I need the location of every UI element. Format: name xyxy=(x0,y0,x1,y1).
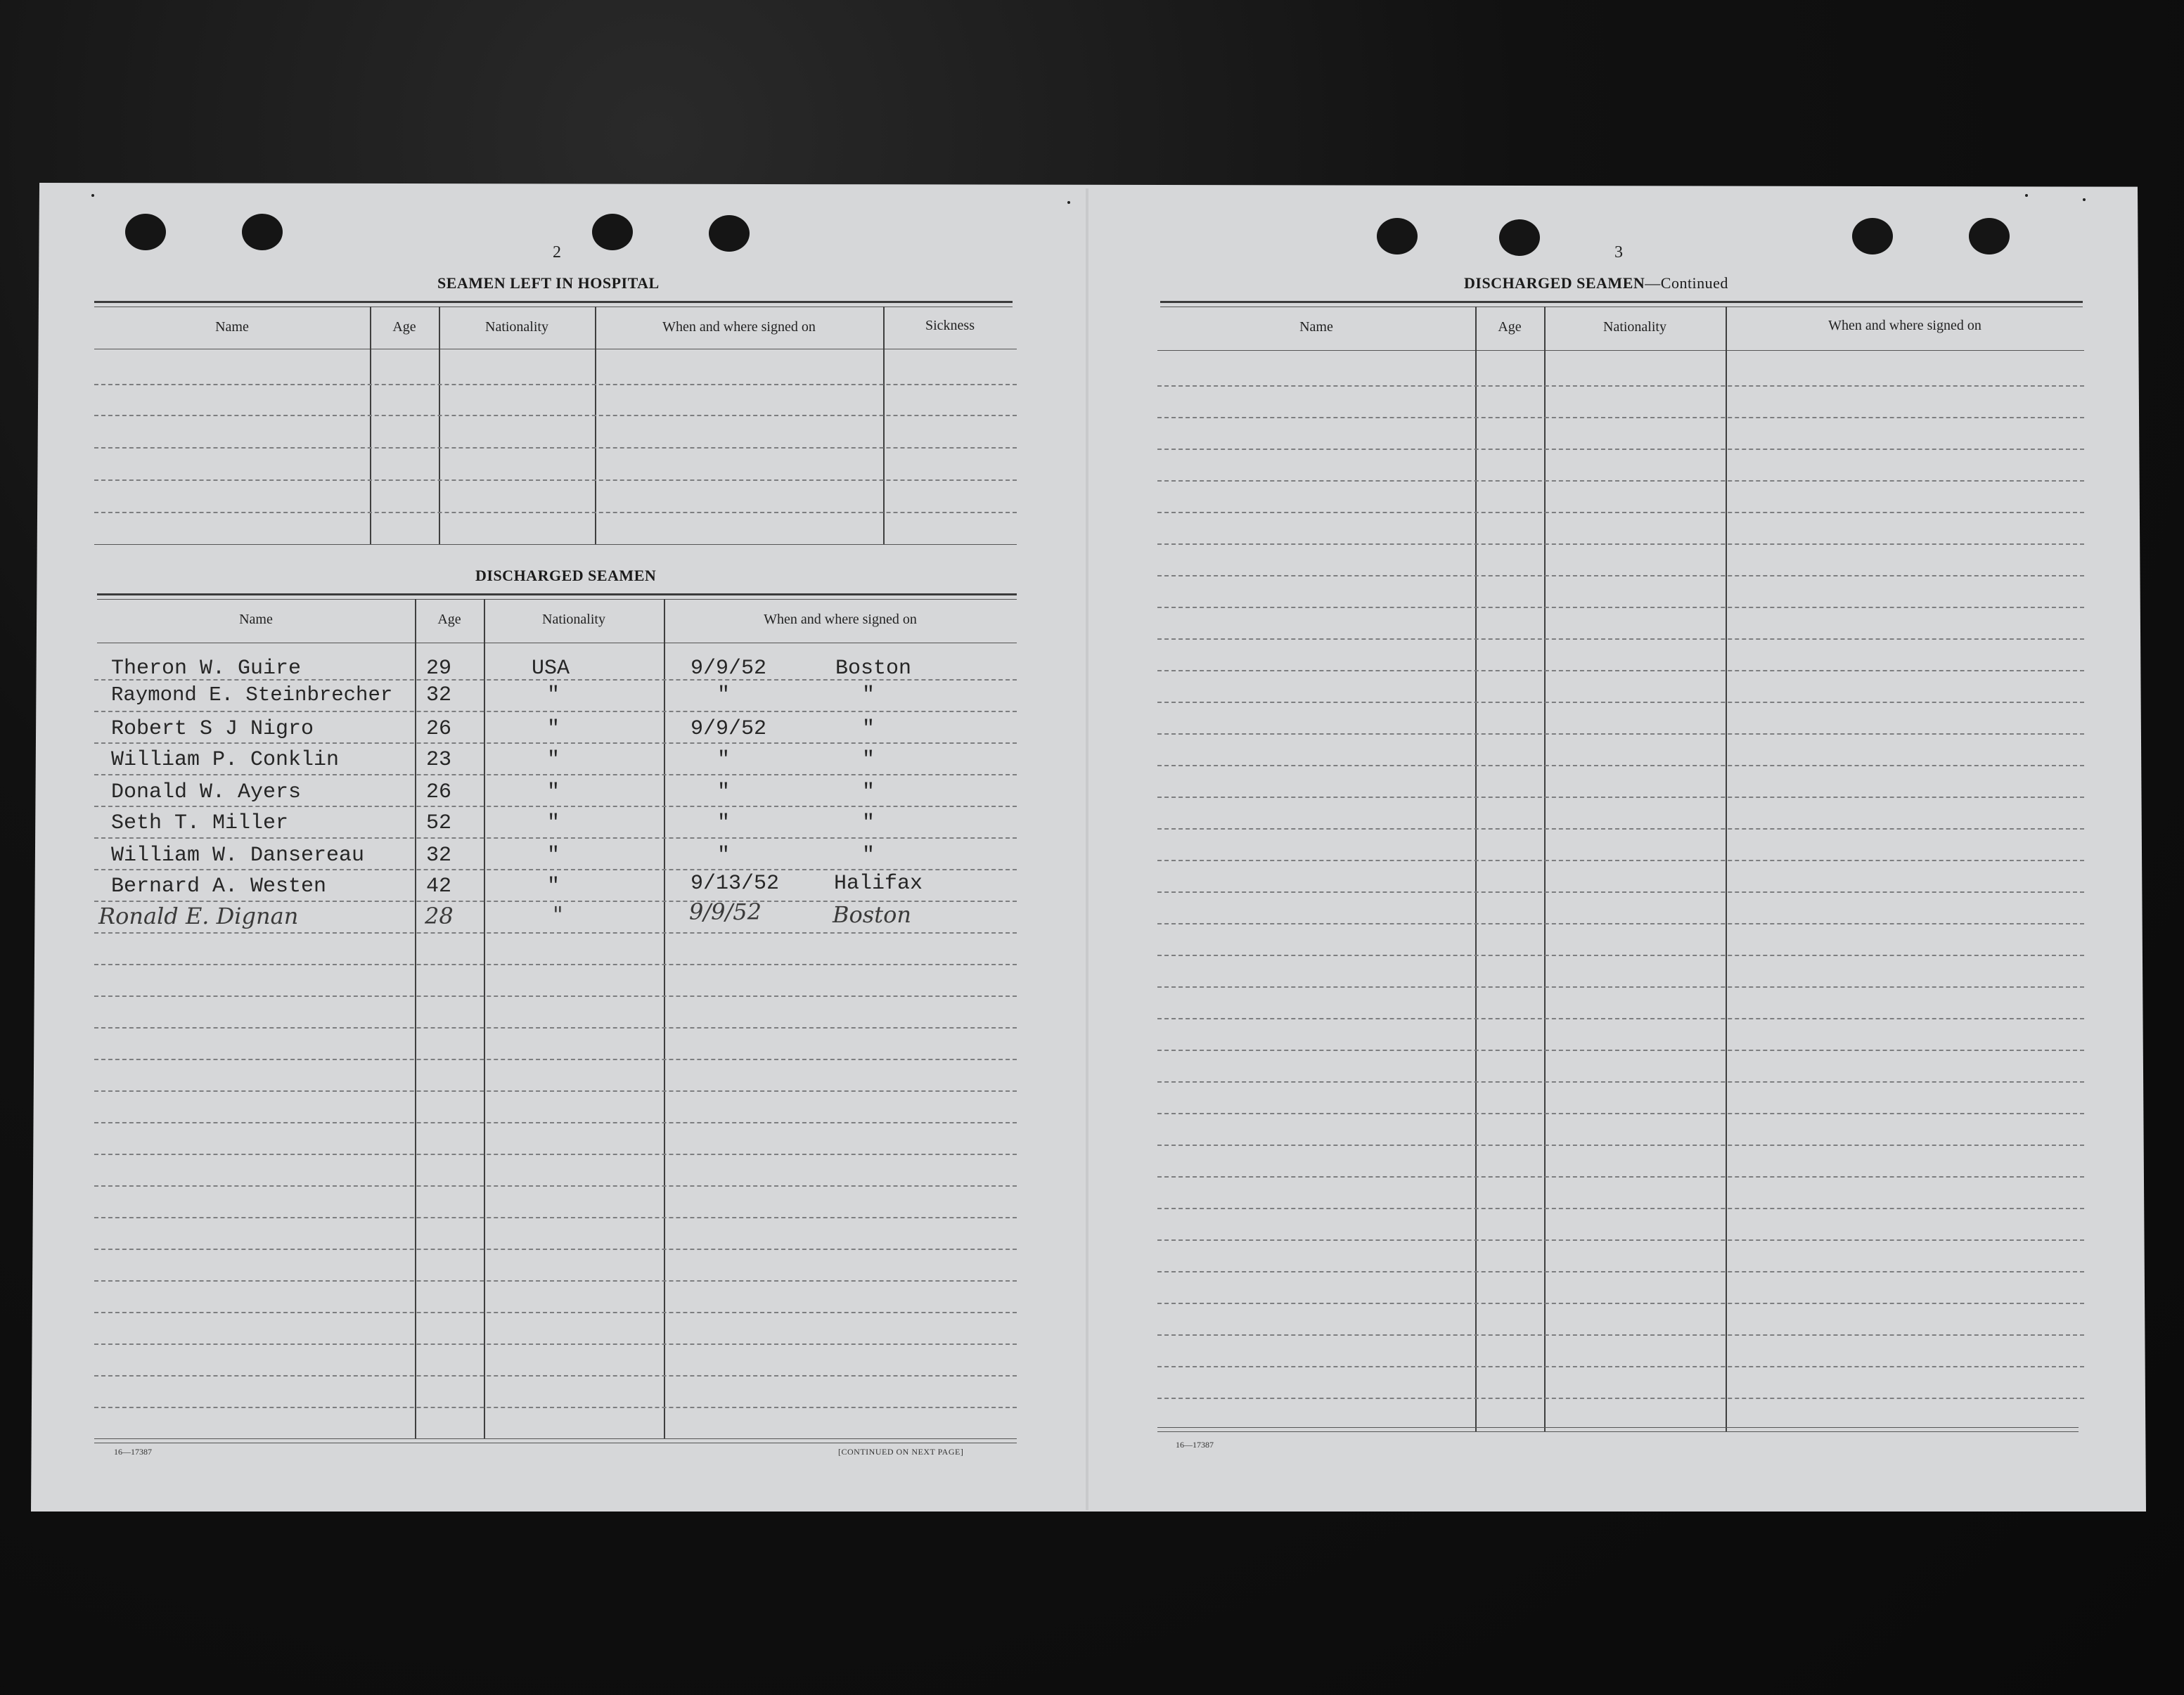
ruled-line xyxy=(1157,1398,2084,1399)
place-cell: Boston xyxy=(833,901,911,928)
ruled-line xyxy=(94,1027,1017,1029)
column-header: Nationality xyxy=(542,612,605,627)
nationality-cell: " xyxy=(547,811,560,835)
ruled-line xyxy=(1157,733,2084,735)
binder-hole xyxy=(125,214,166,250)
ruled-line xyxy=(1157,860,2084,861)
ruled-line xyxy=(1157,417,2084,418)
ruled-line xyxy=(1157,512,2084,513)
age-cell: 52 xyxy=(426,811,452,835)
column-header: When and where signed on xyxy=(662,319,816,335)
age-cell: 23 xyxy=(426,748,452,772)
ruled-line xyxy=(1157,1303,2084,1304)
ruled-line xyxy=(1157,449,2084,450)
paper-speck xyxy=(91,194,94,197)
age-cell: 26 xyxy=(426,717,452,741)
binder-hole xyxy=(1852,218,1893,254)
ruled-line xyxy=(1157,828,2084,830)
binder-hole xyxy=(592,214,633,250)
ruled-line xyxy=(1157,923,2084,924)
place-cell: " xyxy=(862,717,875,741)
page-fold xyxy=(1086,188,1088,1510)
hospital-section-title: SEAMEN LEFT IN HOSPITAL xyxy=(437,274,660,292)
column-header: Nationality xyxy=(1603,319,1666,335)
date-cell: 9/13/52 xyxy=(690,872,780,896)
date-cell: " xyxy=(717,683,731,707)
ruled-line xyxy=(1157,986,2084,988)
ruled-line xyxy=(1157,1334,2084,1336)
name-cell: Robert S J Nigro xyxy=(111,717,314,741)
ruled-line xyxy=(94,711,1017,712)
ruled-line xyxy=(1157,955,2084,956)
ruled-line xyxy=(1157,543,2084,545)
ruled-line xyxy=(1157,575,2084,576)
page-number: 2 xyxy=(553,243,561,262)
date-cell: 9/9/52 xyxy=(690,717,767,741)
date-cell: " xyxy=(717,844,731,868)
ruled-line xyxy=(1157,797,2084,798)
ruled-line xyxy=(94,806,1017,807)
nationality-cell: " xyxy=(553,901,563,928)
ruled-line xyxy=(1157,702,2084,703)
ruled-line xyxy=(94,964,1017,965)
name-cell: Theron W. Guire xyxy=(111,657,302,681)
place-cell: " xyxy=(862,780,875,804)
column-header: Sickness xyxy=(925,318,975,333)
ruled-line xyxy=(1157,607,2084,608)
binder-hole xyxy=(242,214,283,250)
column-header: When and where signed on xyxy=(764,612,917,627)
age-cell: 29 xyxy=(426,657,452,681)
ruled-line xyxy=(94,1375,1017,1377)
ruled-line xyxy=(1157,1271,2084,1272)
ruled-line xyxy=(94,932,1017,934)
date-cell: " xyxy=(717,780,731,804)
name-cell: Seth T. Miller xyxy=(111,811,289,835)
ruled-line xyxy=(1157,385,2084,387)
name-cell: Ronald E. Dignan xyxy=(98,903,299,929)
continued-note: [CONTINUED ON NEXT PAGE] xyxy=(838,1447,964,1457)
column-header: Name xyxy=(1299,319,1333,335)
age-cell: 26 xyxy=(426,780,452,804)
ruled-line xyxy=(94,995,1017,997)
nationality-cell: " xyxy=(547,875,560,898)
title-main: DISCHARGED SEAMEN xyxy=(1464,274,1645,292)
ruled-line xyxy=(1157,670,2084,671)
ruled-line xyxy=(94,1185,1017,1187)
column-header: Age xyxy=(437,612,461,627)
nationality-cell: USA xyxy=(532,657,570,681)
paper-speck xyxy=(2083,198,2086,201)
title-suffix: —Continued xyxy=(1645,274,1728,292)
binder-hole xyxy=(1499,219,1540,256)
nationality-cell: " xyxy=(547,717,560,741)
column-header: Age xyxy=(1498,319,1522,335)
place-cell: " xyxy=(862,811,875,835)
ruled-line xyxy=(1157,1239,2084,1241)
name-cell: Raymond E. Steinbrecher xyxy=(111,683,393,707)
binder-hole xyxy=(1969,218,2010,254)
column-header: Age xyxy=(392,319,416,335)
ruled-line xyxy=(1157,1050,2084,1051)
column-header: When and where signed on xyxy=(1828,318,1981,333)
ruled-line xyxy=(1157,765,2084,766)
ruled-line xyxy=(94,1407,1017,1408)
age-cell: 32 xyxy=(426,683,452,707)
ruled-line xyxy=(1157,1176,2084,1178)
place-cell: " xyxy=(862,683,875,707)
nationality-cell: " xyxy=(547,748,560,772)
nationality-cell: " xyxy=(547,844,560,868)
name-cell: Donald W. Ayers xyxy=(111,780,302,804)
ruled-line xyxy=(94,1090,1017,1092)
binder-hole xyxy=(1377,218,1418,254)
ruled-line xyxy=(94,1249,1017,1250)
ruled-line xyxy=(94,1122,1017,1123)
ruled-line xyxy=(1157,1113,2084,1114)
nationality-cell: " xyxy=(547,780,560,804)
age-cell: 28 xyxy=(425,903,454,929)
date-cell: 9/9/52 xyxy=(690,657,767,681)
form-number: 16—17387 xyxy=(114,1447,152,1457)
binder-hole xyxy=(709,215,750,252)
discharged-continued-title xyxy=(1464,274,1728,292)
date-cell: " xyxy=(717,811,731,835)
ruled-line xyxy=(1157,480,2084,482)
form-number: 16—17387 xyxy=(1176,1440,1214,1450)
name-cell: William W. Dansereau xyxy=(111,844,365,868)
ruled-line xyxy=(94,1059,1017,1060)
place-cell: Boston xyxy=(835,657,912,681)
name-cell: Bernard A. Westen xyxy=(111,875,327,898)
paper-speck xyxy=(2025,194,2028,197)
ruled-line xyxy=(94,869,1017,870)
ruled-line xyxy=(94,742,1017,744)
ruled-line xyxy=(1157,1208,2084,1209)
ruled-line xyxy=(94,1312,1017,1313)
ruled-line xyxy=(1157,1018,2084,1019)
ruled-line xyxy=(94,774,1017,775)
ruled-line xyxy=(94,1154,1017,1155)
ruled-line xyxy=(1157,891,2084,893)
column-header: Name xyxy=(215,319,249,335)
discharged-section-title: DISCHARGED SEAMEN xyxy=(475,567,657,584)
nationality-cell: " xyxy=(547,683,560,707)
place-cell: " xyxy=(862,844,875,868)
ruled-line xyxy=(94,1343,1017,1345)
age-cell: 32 xyxy=(426,844,452,868)
ruled-line xyxy=(94,1280,1017,1282)
place-cell: Halifax xyxy=(834,872,923,896)
name-cell: William P. Conklin xyxy=(111,748,340,772)
ruled-line xyxy=(94,837,1017,839)
ruled-line xyxy=(1157,638,2084,640)
page-number: 3 xyxy=(1614,243,1623,262)
column-header: Name xyxy=(239,612,273,627)
date-cell: 9/9/52 xyxy=(689,898,762,925)
ruled-line xyxy=(1157,1081,2084,1083)
column-header: Nationality xyxy=(485,319,548,335)
paper-speck xyxy=(1067,201,1070,204)
ruled-line xyxy=(1157,1145,2084,1146)
ruled-line xyxy=(1157,1366,2084,1367)
place-cell: " xyxy=(862,748,875,772)
date-cell: " xyxy=(717,748,731,772)
age-cell: 42 xyxy=(426,875,452,898)
ruled-line xyxy=(94,1217,1017,1218)
